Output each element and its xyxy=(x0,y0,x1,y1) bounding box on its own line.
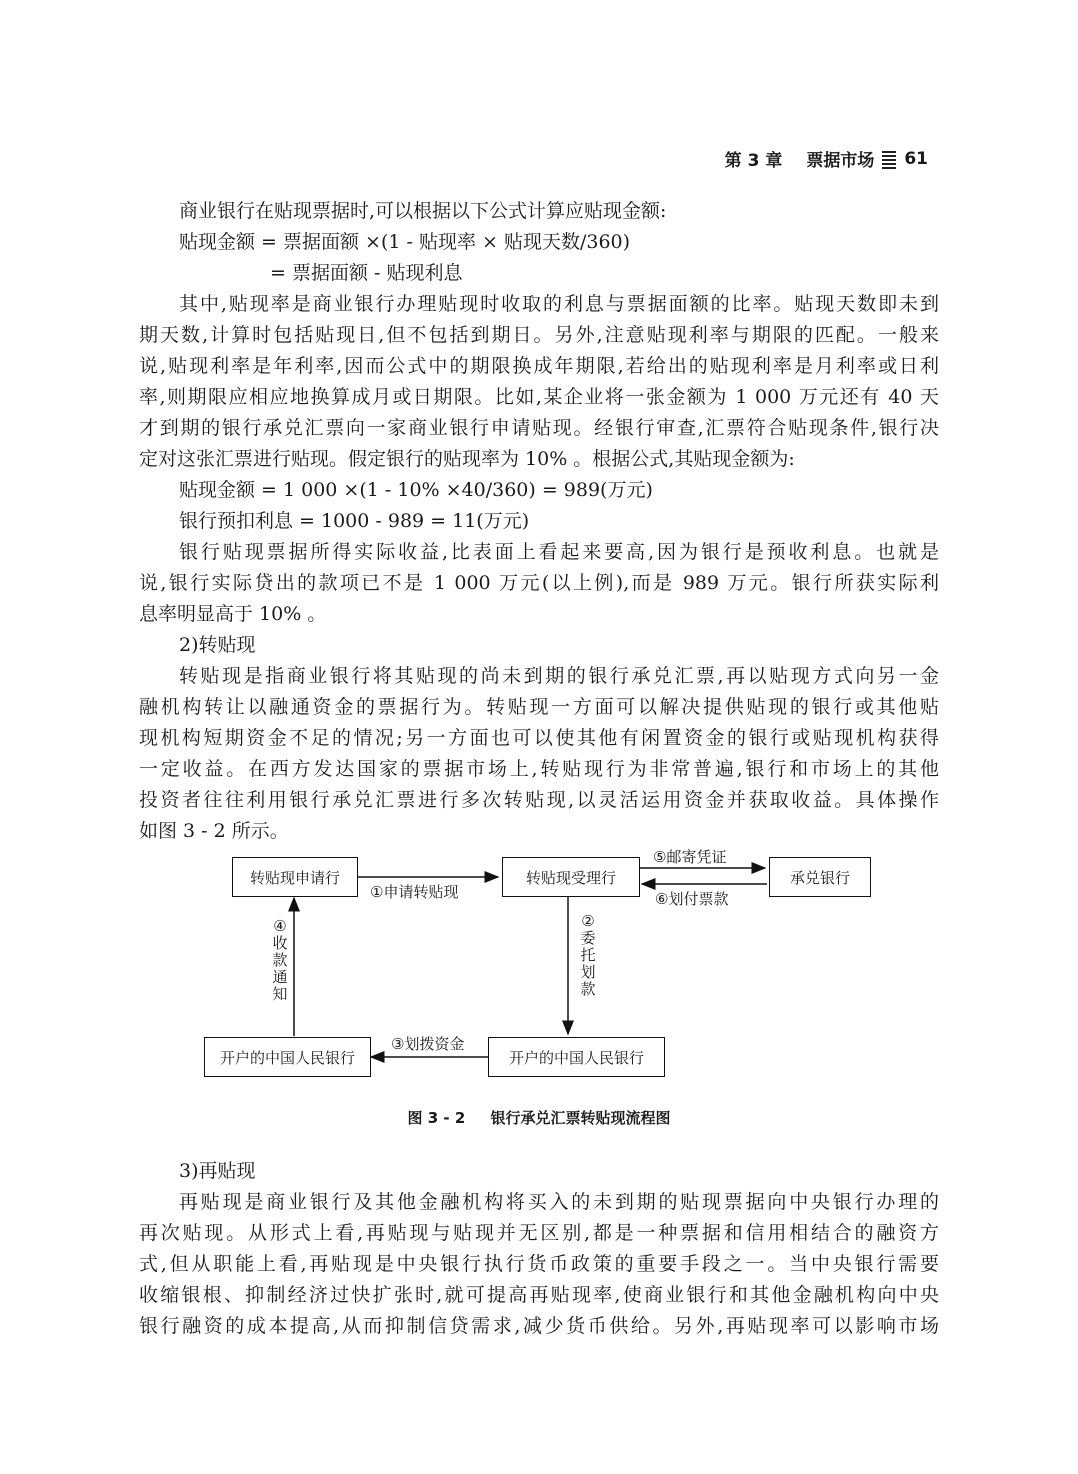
text-line: 再次贴现。从形式上看,再贴现与贴现并无区别,都是一种票据和信用相结合的融资方 xyxy=(139,1222,939,1244)
section-heading: 3)再贴现 xyxy=(179,1160,256,1182)
page-number: 61 xyxy=(904,148,928,169)
formula-line: = 票据面额 - 贴现利息 xyxy=(270,262,463,284)
text-line: 投资者往往利用银行承兑汇票进行多次转贴现,以灵活运用资金并获取收益。具体操作 xyxy=(139,789,939,811)
chapter-title: 票据市场 xyxy=(806,151,875,171)
figure-caption xyxy=(0,1107,1078,1128)
text-line: 融机构转让以融通资金的票据行为。转贴现一方面可以解决提供贴现的银行或其他贴 xyxy=(139,696,939,718)
text-line: 如图 3 - 2 所示。 xyxy=(139,820,289,842)
box-acceptor-bank: 转贴现受理行 xyxy=(502,857,640,897)
text-line: 收缩银根、抑制经济过快扩张时,就可提高再贴现率,使商业银行和其他金融机构向中央 xyxy=(139,1284,939,1306)
formula-line: 银行预扣利息 = 1000 - 989 = 11(万元) xyxy=(179,510,530,532)
text-line: 率,则期限应相应地换算成月或日期限。比如,某企业将一张金额为 1 000 万元还有 40 天 xyxy=(139,386,939,408)
label-step5: ⑤邮寄凭证 xyxy=(653,848,727,866)
text-line: 转贴现是指商业银行将其贴现的尚未到期的银行承兑汇票,再以贴现方式向另一金 xyxy=(179,665,939,687)
text-line: 息率明显高于 10% 。 xyxy=(139,603,327,625)
text-line: 现机构短期资金不足的情况;另一方面也可以使其他有闲置资金的银行或贴现机构获得 xyxy=(139,727,939,749)
chapter-label: 第 3 章 xyxy=(724,151,783,171)
text-line: 银行贴现票据所得实际收益,比表面上看起来要高,因为银行是预收利息。也就是 xyxy=(179,541,939,563)
box-pboc-left: 开户的中国人民银行 xyxy=(204,1037,371,1077)
label-step4: ④收款通知 xyxy=(272,917,288,1003)
label-step2: ②委托划款 xyxy=(580,912,596,998)
text-line: 式,但从职能上看,再贴现是中央银行执行货币政策的重要手段之一。当中央银行需要 xyxy=(139,1253,939,1275)
figure-number: 图 3 - 2 xyxy=(407,1109,466,1127)
formula-line: 贴现金额 = 1 000 ×(1 - 10% ×40/360) = 989(万元) xyxy=(179,479,653,501)
section-heading: 2)转贴现 xyxy=(179,634,256,656)
text-line: 商业银行在贴现票据时,可以根据以下公式计算应贴现金额: xyxy=(179,200,667,222)
label-step6: ⑥划付票款 xyxy=(655,890,729,908)
text-line: 一定收益。在西方发达国家的票据市场上,转贴现行为非常普遍,银行和市场上的其他 xyxy=(139,758,939,780)
label-step3: ③划拨资金 xyxy=(391,1035,465,1053)
text-line: 说,银行实际贷出的款项已不是 1 000 万元(以上例),而是 989 万元。银行所获实际利 xyxy=(139,572,939,594)
formula-line: 贴现金额 = 票据面额 ×(1 - 贴现率 × 贴现天数/360) xyxy=(179,231,631,253)
text-line: 其中,贴现率是商业银行办理贴现时收取的利息与票据面额的比率。贴现天数即未到 xyxy=(179,293,939,315)
text-line: 再贴现是商业银行及其他金融机构将买入的未到期的贴现票据向中央银行办理的 xyxy=(179,1191,939,1213)
text-line: 说,贴现利率是年利率,因而公式中的期限换成年期限,若给出的贴现利率是月利率或日利 xyxy=(139,355,939,377)
figure-title: 银行承兑汇票转贴现流程图 xyxy=(490,1109,671,1127)
text-line: 银行融资的成本提高,从而抑制信贷需求,减少货币供给。另外,再贴现率可以影响市场 xyxy=(139,1315,939,1337)
label-step1: ①申请转贴现 xyxy=(370,883,459,901)
text-line: 才到期的银行承兑汇票向一家商业银行申请贴现。经银行审查,汇票符合贴现条件,银行决 xyxy=(139,417,939,439)
box-accepting-bank: 承兑银行 xyxy=(769,857,871,897)
box-pboc-right: 开户的中国人民银行 xyxy=(488,1037,665,1077)
text-line: 定对这张汇票进行贴现。假定银行的贴现率为 10% 。根据公式,其贴现金额为: xyxy=(139,448,795,470)
box-applicant-bank: 转贴现申请行 xyxy=(232,857,358,897)
text-line: 期天数,计算时包括贴现日,但不包括到期日。另外,注意贴现利率与期限的匹配。一般来 xyxy=(139,324,939,346)
